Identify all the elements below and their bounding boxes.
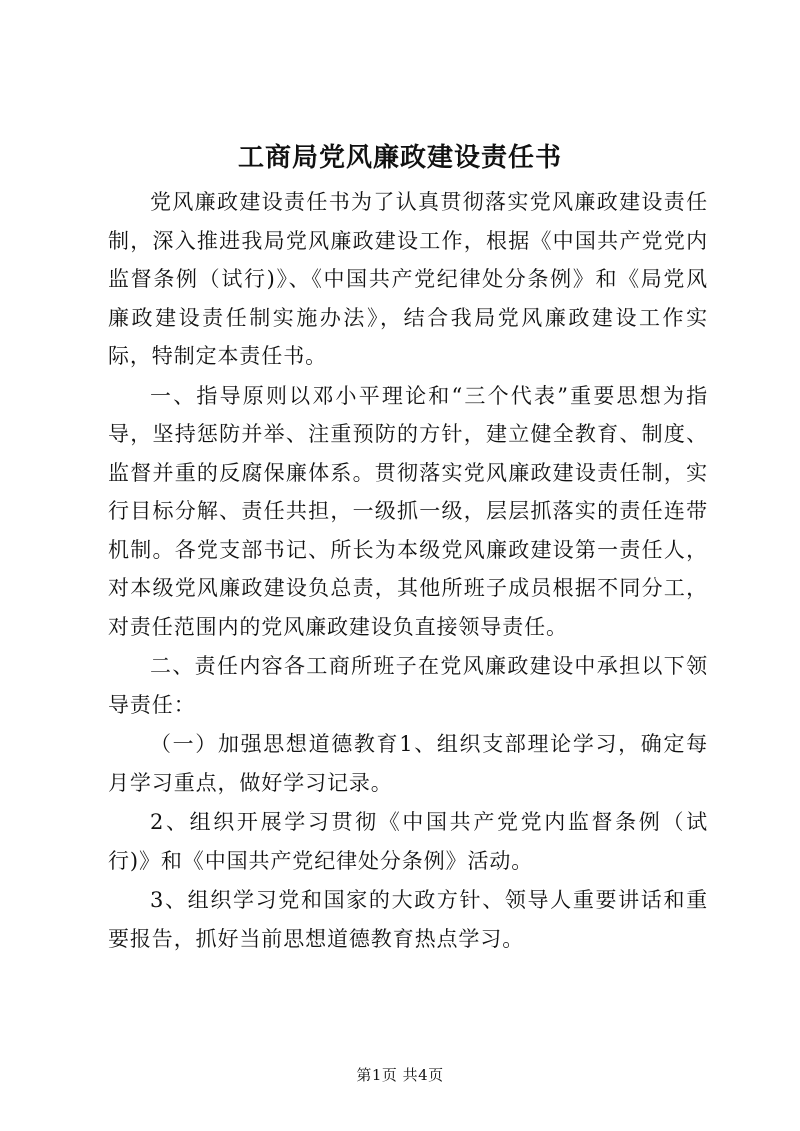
paragraph-intro: 党风廉政建设责任书为了认真贯彻落实党风廉政建设责任制，深入推进我局党风廉政建设工作，根据《中国共产党党内监督条例（试行)》、《中国共产党纪律处分条例》和《局党风廉政建设责任制实施办法》，结合我局党风廉政建设工作实际，特制定本责任书。 bbox=[108, 190, 708, 368]
paragraph-responsibility-content: 二、责任内容各工商所班子在党风廉政建设中承担以下领导责任： bbox=[108, 654, 708, 717]
paragraph-item-3: 3、组织学习党和国家的大政方针、领导人重要讲话和重要报告，抓好当前思想道德教育热点学习。 bbox=[108, 888, 708, 951]
paragraph-moral-education: （一）加强思想道德教育1、组织支部理论学习，确定每月学习重点，做好学习记录。 bbox=[108, 732, 708, 795]
paragraph-item-2: 2、组织开展学习贯彻《中国共产党党内监督条例（试行)》和《中国共产党纪律处分条例》活动。 bbox=[108, 810, 708, 873]
document-body bbox=[108, 183, 708, 958]
paragraph-guiding-principles: 一、指导原则以邓小平理论和“三个代表”重要思想为指导，坚持惩防并举、注重预防的方针，建立健全教育、制度、监督并重的反腐保廉体系。贯彻落实党风廉政建设责任制，实行目标分解、责任共担，一级抓一级，层层抓落实的责任连带机制。各党支部书记、所长为本级党风廉政建设第一责任人，对本级党风廉政建设负总责，其他所班子成员根据不同分工，对责任范围内的党风廉政建设负直接领导责任。 bbox=[108, 383, 708, 639]
document-title: 工商局党风廉政建设责任书 bbox=[237, 143, 562, 173]
page-number: 第1页 共4页 bbox=[356, 1066, 444, 1084]
